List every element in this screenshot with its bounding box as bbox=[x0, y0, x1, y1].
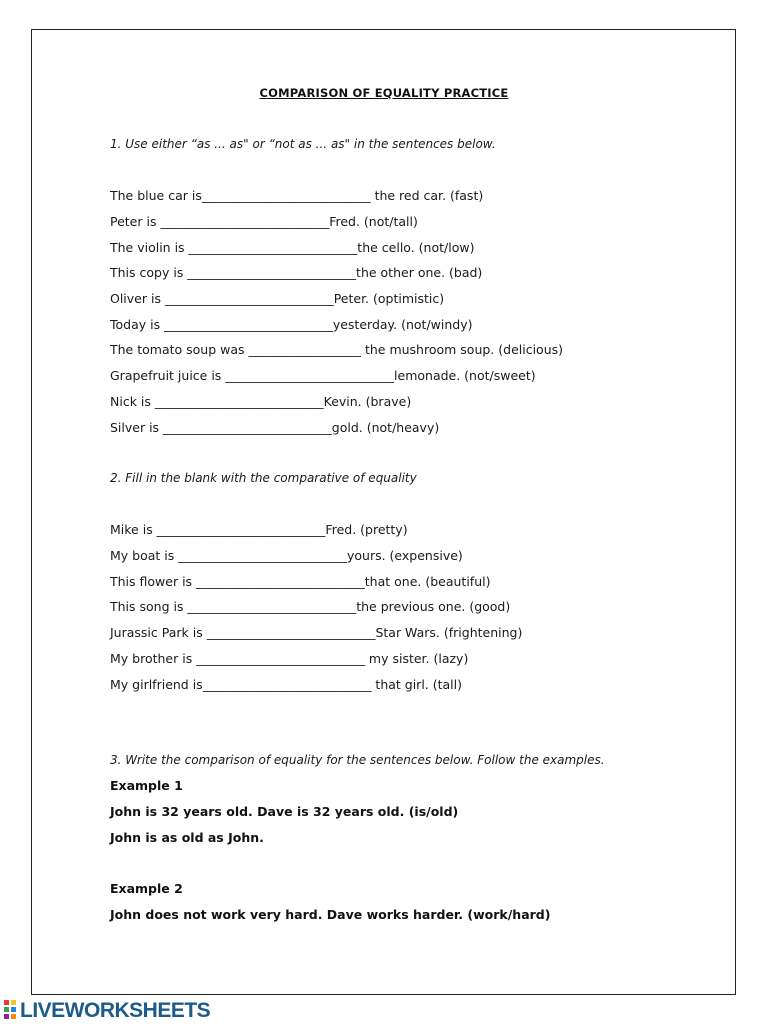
section1-item: Today is ___________________________yesterday. (not/windy) bbox=[110, 317, 473, 332]
section1-instruction: 1. Use either “as ... as" or “not as ... as" in the sentences below. bbox=[110, 137, 496, 151]
section2-instruction: 2. Fill in the blank with the comparative of equality bbox=[110, 471, 417, 485]
example1-answer: John is as old as John. bbox=[110, 830, 264, 845]
liveworksheets-brand-text: LIVEWORKSHEETS bbox=[20, 998, 211, 1022]
section2-item: Mike is ___________________________Fred. (pretty) bbox=[110, 522, 408, 537]
section1-item: The violin is ___________________________the cello. (not/low) bbox=[110, 240, 475, 255]
worksheet-title: COMPARISON OF EQUALITY PRACTICE bbox=[259, 86, 509, 100]
section2-item: This song is ___________________________the previous one. (good) bbox=[110, 599, 511, 614]
section2-item: Jurassic Park is ___________________________Star Wars. (frightening) bbox=[110, 625, 523, 640]
section2-item: My brother is ___________________________ my sister. (lazy) bbox=[110, 651, 469, 666]
section1-item: The blue car is___________________________ the red car. (fast) bbox=[110, 188, 484, 203]
section1-item: Grapefruit juice is ___________________________lemonade. (not/sweet) bbox=[110, 368, 536, 383]
section1-item: Peter is ___________________________Fred. (not/tall) bbox=[110, 214, 418, 229]
example2-sentence: John does not work very hard. Dave works harder. (work/hard) bbox=[110, 907, 551, 922]
liveworksheets-logo-icon bbox=[3, 999, 17, 1021]
example2-label: Example 2 bbox=[110, 881, 183, 896]
example1-label: Example 1 bbox=[110, 778, 183, 793]
section2-item: This flower is ___________________________that one. (beautiful) bbox=[110, 574, 491, 589]
section1-item: Silver is ___________________________gold. (not/heavy) bbox=[110, 420, 440, 435]
section2-item: My boat is ___________________________yours. (expensive) bbox=[110, 548, 463, 563]
section1-item: The tomato soup was __________________ the mushroom soup. (delicious) bbox=[110, 342, 564, 357]
liveworksheets-footer[interactable] bbox=[3, 997, 210, 1023]
section2-item: My girlfriend is___________________________ that girl. (tall) bbox=[110, 677, 463, 692]
worksheet-page bbox=[31, 29, 736, 995]
section3-instruction: 3. Write the comparison of equality for the sentences below. Follow the examples. bbox=[110, 753, 605, 767]
section1-item: This copy is ___________________________the other one. (bad) bbox=[110, 265, 483, 280]
section1-item: Oliver is ___________________________Peter. (optimistic) bbox=[110, 291, 445, 306]
section1-item: Nick is ___________________________Kevin. (brave) bbox=[110, 394, 412, 409]
example1-sentence: John is 32 years old. Dave is 32 years old. (is/old) bbox=[110, 804, 459, 819]
